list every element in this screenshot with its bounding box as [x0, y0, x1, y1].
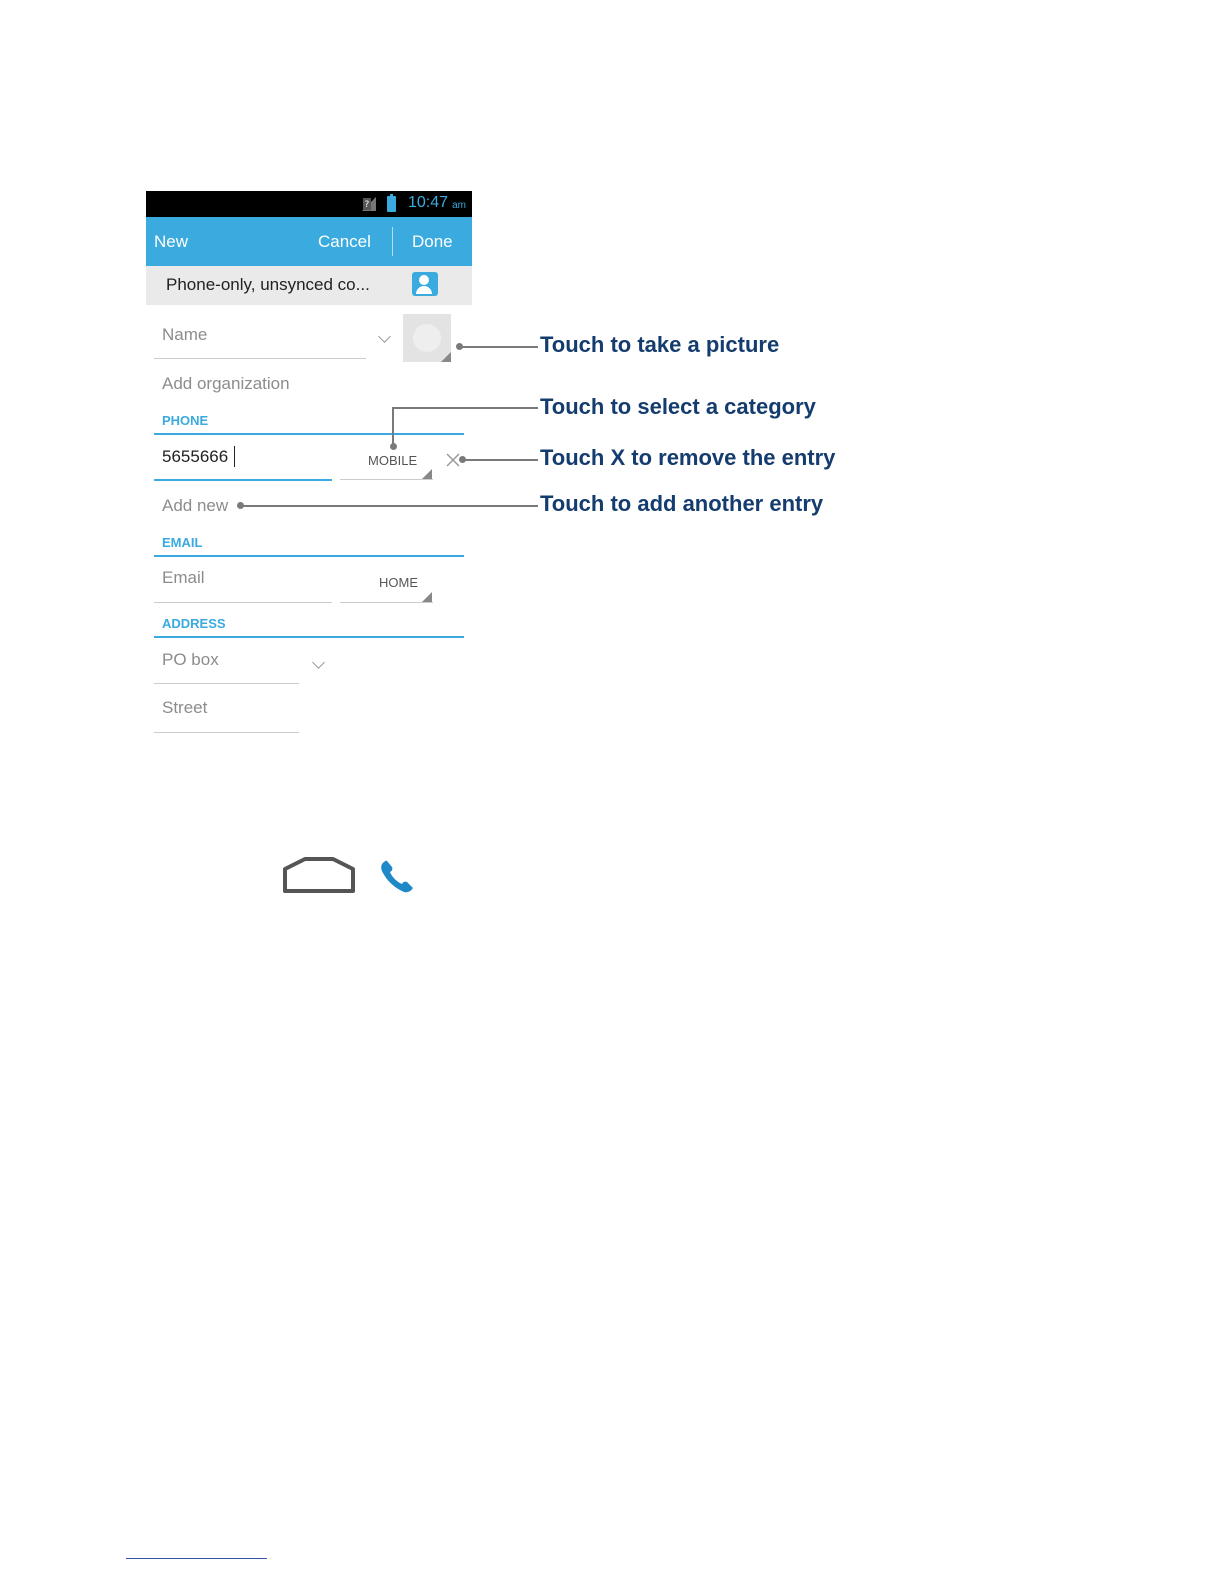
email-type-spinner[interactable] [340, 564, 433, 602]
phone-section-header: PHONE [162, 413, 209, 428]
email-input[interactable]: Email [162, 568, 205, 587]
add-organization-link[interactable]: Add organization [162, 374, 290, 393]
callout-category: Touch to select a category [540, 394, 816, 419]
signal-icon [362, 195, 380, 211]
battery-icon [387, 196, 396, 212]
expand-address-chevron-icon[interactable] [312, 656, 325, 669]
phone-type-label: MOBILE [368, 453, 418, 468]
spinner-arrow-icon [422, 469, 432, 479]
expand-name-chevron-icon[interactable] [378, 330, 391, 343]
remove-entry-x-icon[interactable] [446, 453, 460, 467]
callout-dot-category [390, 443, 397, 450]
cancel-button[interactable]: Cancel [318, 232, 371, 251]
callout-line-category-v [392, 407, 394, 447]
account-label: Phone-only, unsynced co... [166, 275, 370, 294]
phone-type-spinner[interactable] [340, 441, 433, 479]
name-field[interactable]: Name [162, 325, 208, 344]
photo-corner-icon [441, 352, 451, 362]
action-bar [146, 217, 472, 266]
callout-remove: Touch X to remove the entry [540, 445, 836, 470]
callout-line-add [241, 505, 538, 507]
done-button[interactable]: Done [412, 232, 453, 251]
contact-photo-button[interactable] [403, 314, 451, 362]
email-section-header: EMAIL [162, 535, 203, 550]
address-section-rule [154, 636, 464, 638]
callout-line-category-h [392, 407, 538, 409]
address-section-header: ADDRESS [162, 616, 226, 631]
callout-add: Touch to add another entry [540, 491, 824, 516]
account-selector[interactable] [146, 266, 472, 305]
phone-number-input[interactable]: 5655666 [162, 447, 229, 466]
screen-title: New [154, 232, 189, 251]
phone-underline [154, 479, 332, 481]
street-input[interactable]: Street [162, 698, 208, 717]
name-underline [154, 358, 366, 359]
phone-app-icon [378, 858, 416, 894]
email-section-rule [154, 555, 464, 557]
photo-placeholder-icon [413, 324, 441, 352]
email-underline [154, 602, 332, 603]
callout-picture: Touch to take a picture [540, 332, 780, 357]
phone-screenshot [146, 191, 472, 751]
callout-line-picture [460, 346, 538, 348]
action-divider [392, 227, 393, 256]
callout-line-remove [463, 459, 538, 461]
footnote-separator [126, 1558, 267, 1559]
po-box-input[interactable]: PO box [162, 650, 219, 669]
add-new-phone-link[interactable]: Add new [162, 496, 229, 515]
phone-section-rule [154, 433, 464, 435]
spinner-underline [340, 602, 433, 603]
po-box-underline [154, 683, 299, 684]
status-bar [146, 191, 472, 217]
spinner-arrow-icon [422, 592, 432, 602]
status-ampm: am [452, 200, 466, 211]
text-cursor [234, 446, 235, 467]
spinner-underline [340, 479, 433, 480]
email-type-label: HOME [379, 575, 418, 590]
home-key-icon [283, 857, 355, 893]
status-time: 10:47 [407, 194, 448, 211]
svg-text:?: ? [364, 200, 370, 210]
street-underline [154, 732, 299, 733]
contact-card-icon [412, 272, 438, 296]
